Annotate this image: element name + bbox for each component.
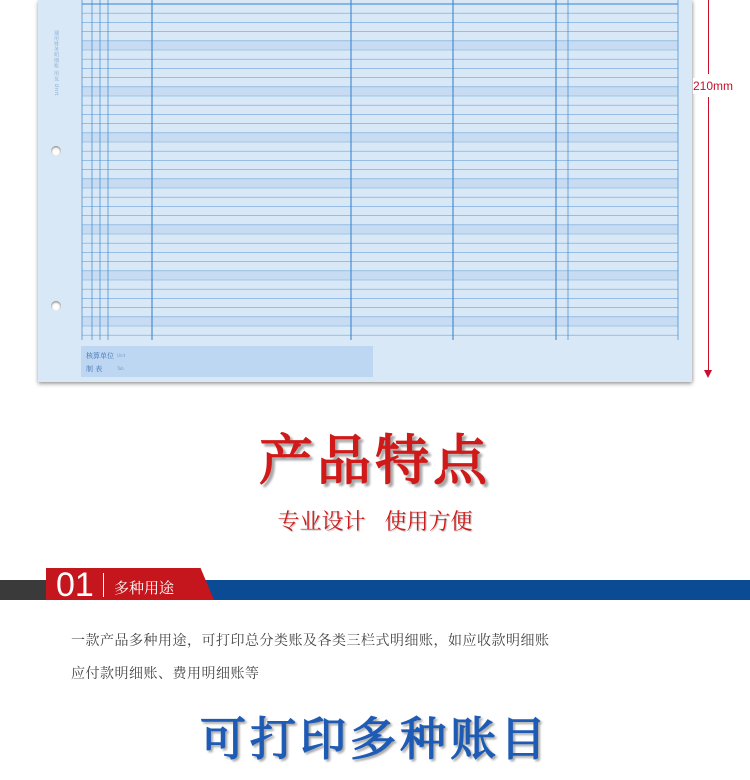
section-title: 多种用途 — [114, 579, 175, 597]
footer-box — [81, 346, 373, 377]
ledger-row-band — [82, 133, 678, 142]
punch-hole-icon — [51, 301, 61, 311]
section-number: 01 — [56, 566, 94, 604]
dimension-label: 210mm — [693, 79, 734, 93]
dimension-line-bottom — [708, 97, 709, 372]
ledger-row-band — [82, 179, 678, 188]
ledger-sheet-image — [38, 0, 692, 382]
section-description-line-2: 应付款明细账、费用明细账等 — [71, 666, 260, 682]
dimension-line-top — [708, 0, 709, 74]
ledger-row-band — [82, 271, 678, 280]
spine-text: 通用财务明细账 用友 Unit — [53, 30, 59, 96]
product-features-subline: 专业设计 使用方便 — [277, 510, 473, 535]
footer-sub-tab: Tab — [117, 366, 124, 371]
section-divider — [103, 573, 104, 597]
ledger-row-band — [82, 225, 678, 234]
ledger-row-band — [82, 41, 678, 50]
footer-label-unit: 核算单位 — [86, 352, 114, 360]
section-band-dark — [0, 580, 50, 600]
ledger-grid — [38, 0, 692, 382]
print-accounts-title: 可打印多种账目 — [200, 712, 550, 766]
arrow-down-icon — [704, 370, 712, 378]
footer-sub-unit: Unit — [117, 353, 126, 358]
ledger-row-band — [82, 317, 678, 326]
product-features-headline: 产品特点 — [259, 429, 491, 492]
ledger-row-band — [82, 87, 678, 96]
section-description-line-1: 一款产品多种用途，可打印总分类账及各类三栏式明细账，如应收款明细账 — [71, 633, 550, 649]
footer-label-tab: 制 表 — [86, 365, 103, 373]
